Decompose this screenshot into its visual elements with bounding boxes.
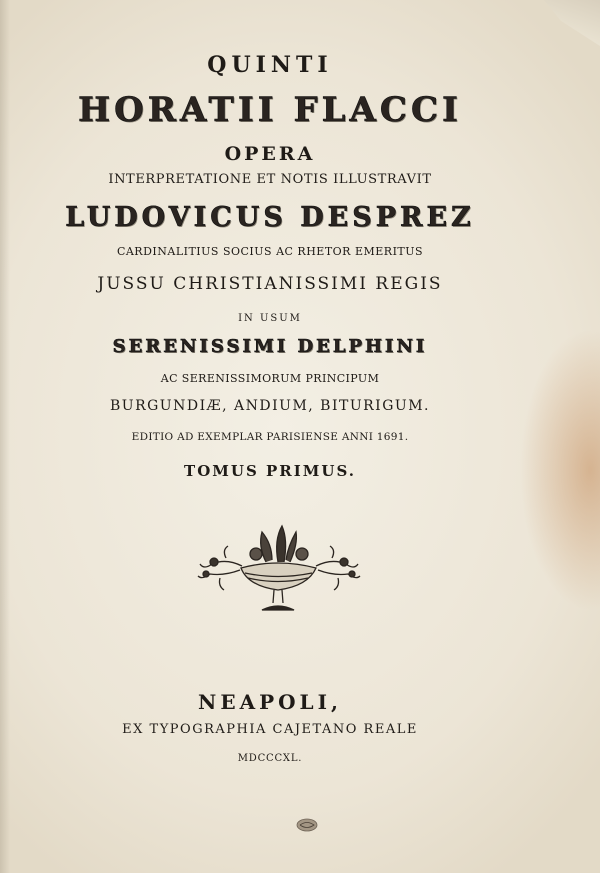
editor-title: CARDINALITIUS SOCIUS AC RHETOR EMERITUS — [116, 245, 424, 258]
interpretation-line: INTERPRETATIONE ET NOTIS ILLUSTRAVIT — [108, 172, 432, 187]
library-stamp-icon — [296, 818, 318, 832]
imprint-year: MDCCCXL. — [237, 753, 303, 764]
edition-line: EDITIO AD EXEMPLAR PARISIENSE ANNI 1691. — [131, 431, 409, 443]
in-usum-line: IN USUM — [238, 313, 302, 324]
dedicatee-line: SERENISSIMI DELPHINI — [112, 336, 428, 357]
imprint-printer: EX TYPOGRAPHIA CAJETANO REALE — [122, 722, 418, 737]
flower-basket-vignette-icon — [196, 518, 361, 620]
author-prefix: QUINTI — [207, 52, 333, 78]
princes-intro-line: AC SERENISSIMORUM PRINCIPUM — [160, 372, 380, 385]
princes-line: BURGUNDIÆ, ANDIUM, BITURIGUM. — [110, 398, 430, 414]
author-name: HORATII FLACCI — [78, 90, 462, 130]
imprint-city: NEAPOLI, — [198, 690, 342, 714]
editor-name: LUDOVICUS DESPREZ — [65, 202, 475, 233]
commission-line: JUSSU CHRISTIANISSIMI REGIS — [97, 274, 443, 294]
work-title: OPERA — [224, 143, 316, 165]
folded-corner — [544, 0, 600, 46]
volume-line: TOMUS PRIMUS. — [184, 462, 356, 480]
